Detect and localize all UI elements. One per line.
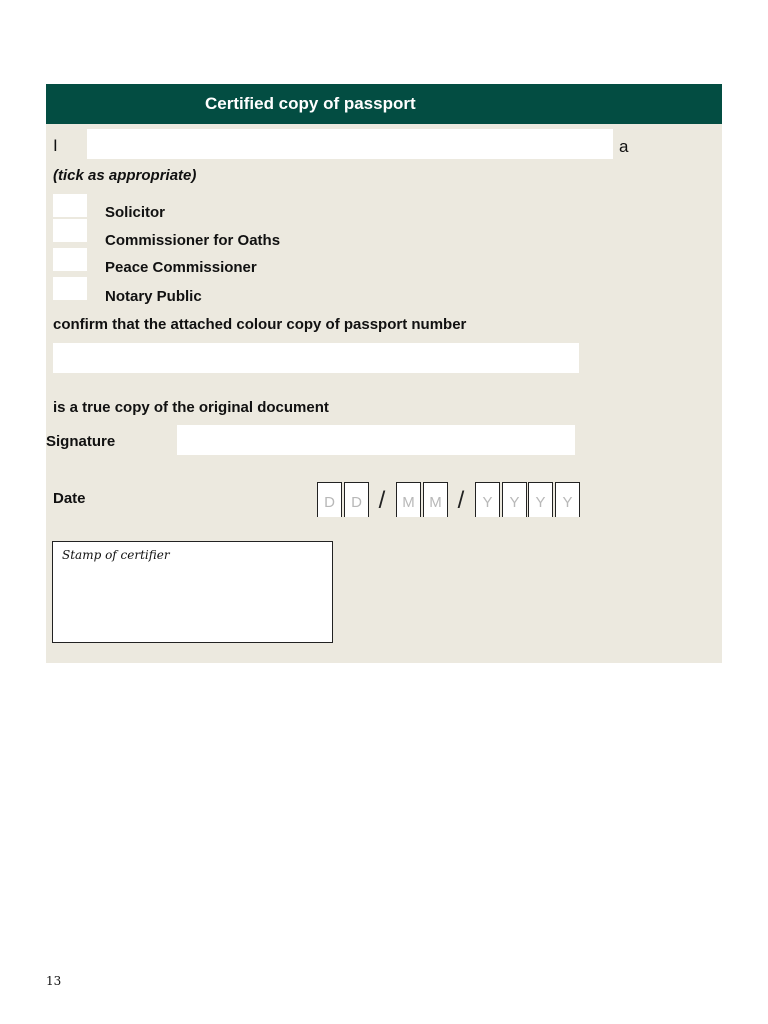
commissioner-for-oaths-label: Commissioner for Oaths <box>105 232 281 249</box>
date-year-1[interactable]: Y <box>475 482 500 517</box>
signature-field[interactable] <box>177 425 575 455</box>
solicitor-checkbox[interactable] <box>53 194 87 217</box>
form-header <box>46 84 722 124</box>
solicitor-label: Solicitor <box>105 204 166 221</box>
date-year-3[interactable]: Y <box>528 482 553 517</box>
date-year-4[interactable]: Y <box>555 482 580 517</box>
form-title: Certified copy of passport <box>205 94 416 113</box>
date-month-1[interactable]: M <box>396 482 421 517</box>
date-month-2[interactable]: M <box>423 482 448 517</box>
tick-instruction: (tick as appropriate) <box>53 167 197 184</box>
signature-label: Signature <box>46 433 116 450</box>
passport-number-field[interactable] <box>53 343 579 373</box>
stamp-box <box>52 541 333 643</box>
i-label: I <box>53 136 58 155</box>
date-separator: / <box>378 487 386 514</box>
peace-commissioner-label: Peace Commissioner <box>105 259 257 276</box>
stamp-label: Stamp of certifier <box>62 548 170 562</box>
page-number: 13 <box>46 974 62 988</box>
date-day-2[interactable]: D <box>344 482 369 517</box>
notary-public-checkbox[interactable] <box>53 277 87 300</box>
date-separator: / <box>457 487 465 514</box>
date-year-2[interactable]: Y <box>502 482 527 517</box>
date-label: Date <box>53 490 86 507</box>
true-copy-text: is a true copy of the original document <box>53 399 329 416</box>
confirm-text: confirm that the attached colour copy of passport number <box>53 316 467 333</box>
notary-public-label: Notary Public <box>105 288 202 305</box>
peace-commissioner-checkbox[interactable] <box>53 248 87 271</box>
certifier-name-field[interactable] <box>87 129 613 159</box>
a-label: a <box>619 137 629 156</box>
date-day-1[interactable]: D <box>317 482 342 517</box>
commissioner-for-oaths-checkbox[interactable] <box>53 219 87 242</box>
